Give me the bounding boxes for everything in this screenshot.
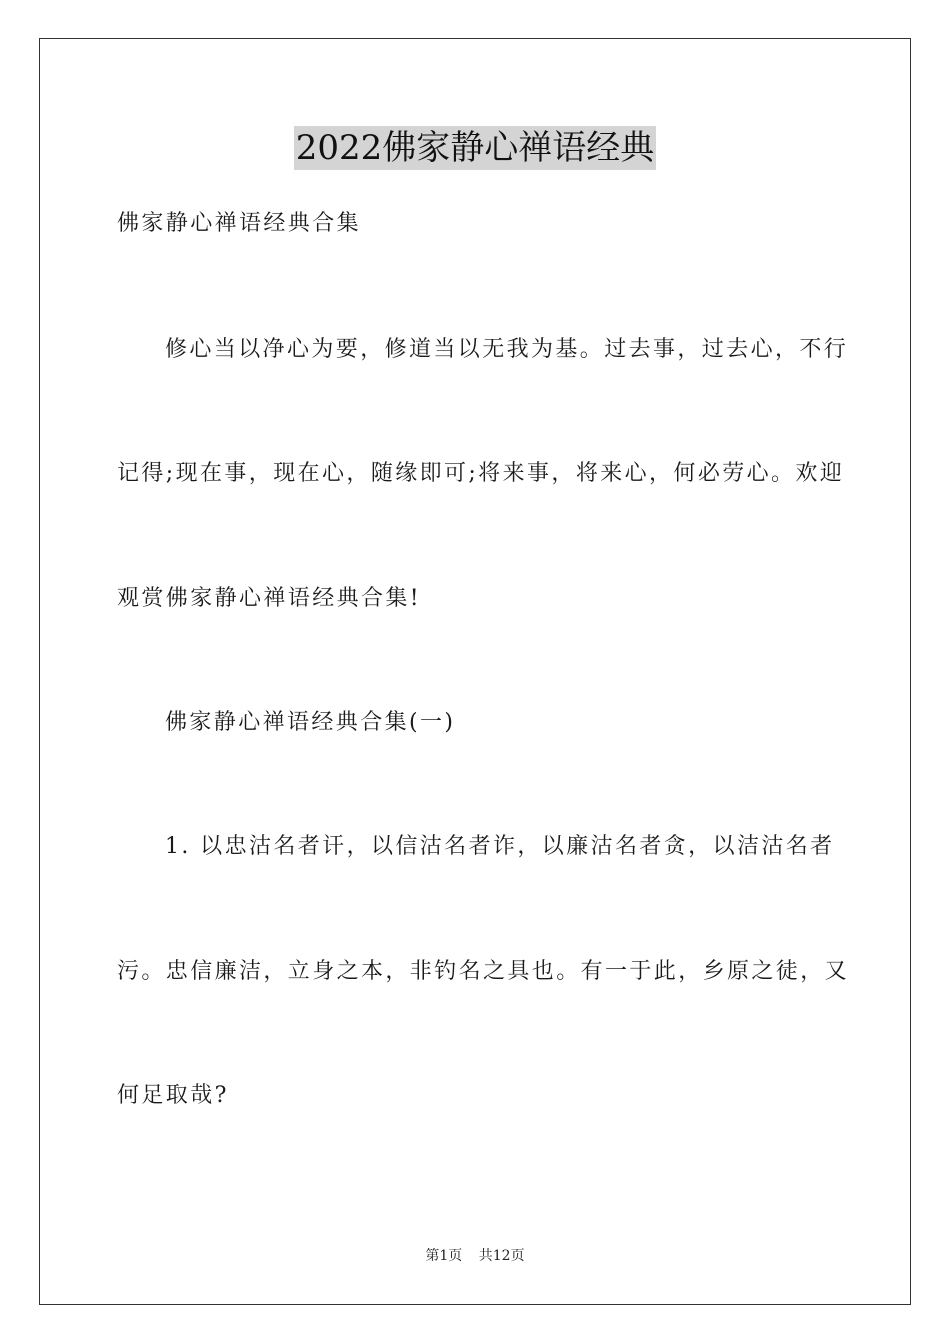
page-number-total: 共12页 xyxy=(478,1248,525,1264)
paragraph-line: 记得;现在事，现在心，随缘即可;将来事，将来心，何必劳心。欢迎 xyxy=(117,461,845,486)
paragraph-line: 修心当以净心为要，修道当以无我为基。过去事，过去心，不行 xyxy=(165,337,849,362)
paragraph-line: 观赏佛家静心禅语经典合集! xyxy=(117,586,422,611)
title-container xyxy=(0,126,950,170)
paragraph-line: 何足取哉? xyxy=(117,1083,229,1108)
page-footer xyxy=(0,1246,950,1266)
section-heading: 佛家静心禅语经典合集(一) xyxy=(165,710,456,735)
document-title: 2022佛家静心禅语经典 xyxy=(295,128,655,168)
paragraph-line: 污。忠信廉洁，立身之本，非钓名之具也。有一于此，乡原之徒，又 xyxy=(117,959,850,984)
paragraph-line: 1. 以忠沽名者讦，以信沽名者诈，以廉沽名者贪，以洁沽名者 xyxy=(165,834,835,859)
page-number-current: 第1页 xyxy=(425,1248,463,1264)
subtitle-line: 佛家静心禅语经典合集 xyxy=(117,211,362,236)
